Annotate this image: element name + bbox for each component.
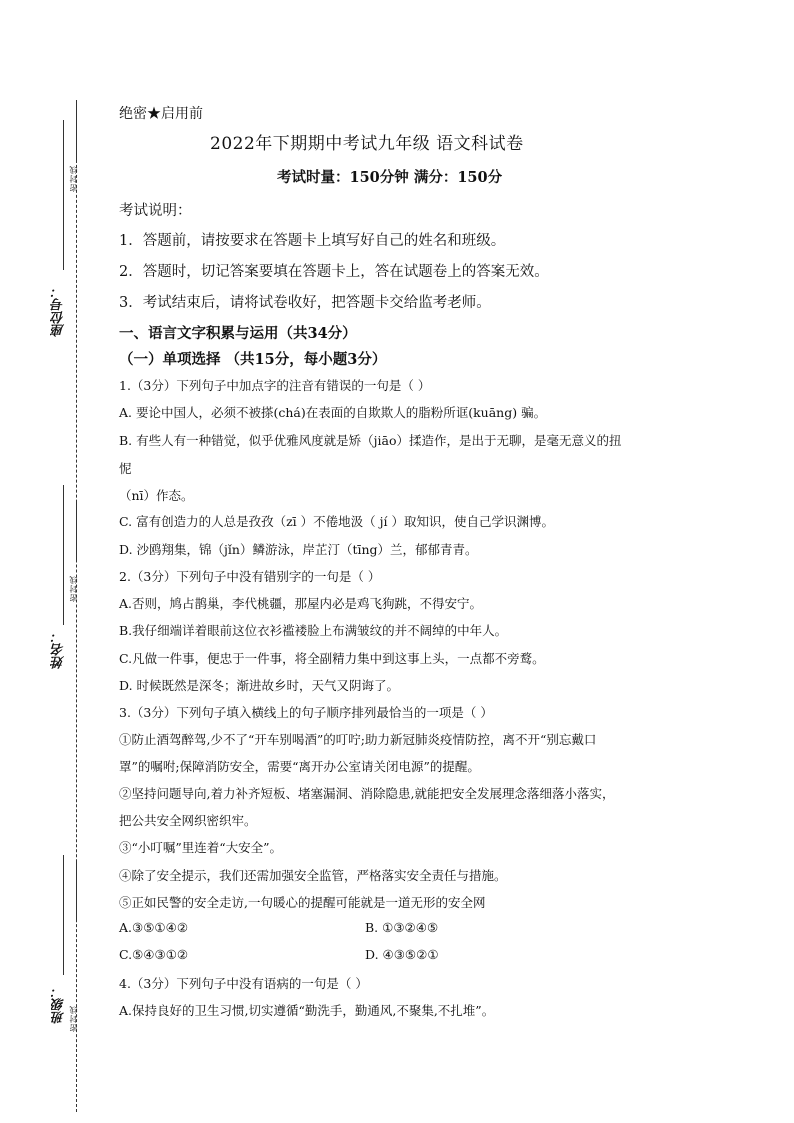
sentence-5: ⑤正如民警的安全走访,一句暖心的提醒可能就是一道无形的安全网 xyxy=(119,895,486,910)
option-d: D. ④③⑤②① xyxy=(365,947,439,962)
option-d: D. 沙鸥翔集，锦（jǐn）鳞游泳，岸芷汀（tīng）兰，郁郁青青。 xyxy=(119,542,478,557)
instruction-item: 3．考试结束后，请将试卷收好，把答题卡交给监考老师。 xyxy=(119,295,491,311)
option-d: D. 时候既然是深冬；渐进故乡时，天气又阴诲了。 xyxy=(119,678,400,693)
class-label: 班级： xyxy=(52,985,67,1024)
question-stem: 2.（3分）下列句子中没有错别字的一句是（ ） xyxy=(119,569,381,584)
secret-mark: 绝密★启用前 xyxy=(119,106,203,122)
sentence-2-continued: 把公共安全网织密织牢。 xyxy=(119,813,257,828)
binding-solid-segment xyxy=(76,100,77,160)
name-label: 姓名： xyxy=(52,630,67,669)
section-heading: 一、语言文字积累与运用（共34分） xyxy=(119,325,357,342)
option-b: B.我仔细端详着眼前这位衣衫褴褛脸上布满皱纹的并不阔绰的中年人。 xyxy=(119,623,508,638)
question-stem: 1.（3分）下列句子中加点字的注音有错误的一句是（ ） xyxy=(119,378,431,393)
seal-line-text: 密封线 xyxy=(69,575,78,602)
option-a: A. 要论中国人，必须不被搽(chá)在表面的自欺欺人的脂粉所诓(kuāng) 骗。 xyxy=(119,405,547,420)
sentence-1: ①防止酒驾醉驾,少不了“开车别喝酒”的叮咛;助力新冠肺炎疫情防控，离不开“别忘戴口 xyxy=(119,732,597,747)
option-c: C.凡做一件事，便忠于一件事，将全副精力集中到这事上头，一点都不旁鹜。 xyxy=(119,651,545,666)
question-stem: 4.（3分）下列句子中没有语病的一句是（ ） xyxy=(119,976,368,991)
instruction-item: 2．答题时，切记答案要填在答题卡上，答在试题卷上的答案无效。 xyxy=(119,264,549,280)
time-and-score: 考试时量：150分钟 满分：150分 xyxy=(277,169,503,186)
sentence-3: ③“小叮嘱”里连着“大安全”。 xyxy=(119,840,283,855)
option-b: B. ①③②④⑤ xyxy=(365,920,439,935)
seal-line-text: 密封线 xyxy=(69,1005,78,1032)
part-heading: （一）单项选择 （共15分，每小题3分） xyxy=(119,351,387,368)
class-blank[interactable] xyxy=(63,855,64,975)
sentence-4: ④除了安全提示，我们还需加强安全监管，严格落实安全责任与措施。 xyxy=(119,868,507,883)
option-c: C. 富有创造力的人总是孜孜（zī ）不倦地汲（ jí ）取知识，使自己学识渊博。 xyxy=(119,514,554,529)
option-c: C.⑤④③①② xyxy=(119,947,189,962)
sentence-1-continued: 罩”的嘱咐;保障消防安全，需要“离开办公室请关闭电源”的提醒。 xyxy=(119,759,480,774)
option-a: A.保持良好的卫生习惯,切实遵循“勤洗手，勤通风,不聚集,不扎堆”。 xyxy=(119,1003,495,1018)
seal-line-text: 密封线 xyxy=(69,165,78,192)
name-blank[interactable] xyxy=(63,485,64,625)
seat-number-label: 座位号： xyxy=(52,285,67,337)
binding-solid-segment xyxy=(76,500,77,560)
option-a: A.否则，鸠占鹊巢，李代桃疆，那屋内必是鸡飞狗跳，不得安宁。 xyxy=(119,596,483,611)
option-b: B. 有些人有一种错觉，似乎优雅风度就是矫（jiāo）揉造作，是出于无聊，是毫无意义的扭 xyxy=(119,433,622,448)
exam-title: 2022年下期期中考试九年级 语文科试卷 xyxy=(210,134,524,154)
seat-number-blank[interactable] xyxy=(63,120,64,270)
option-b-continued: 怩 xyxy=(119,461,132,476)
instructions-heading: 考试说明： xyxy=(119,203,192,219)
question-stem: 3.（3分）下列句子填入横线上的句子顺序排列最恰当的一项是（ ） xyxy=(119,705,493,720)
binding-solid-segment xyxy=(76,860,77,920)
option-b-continued: （nī）作态。 xyxy=(119,488,194,503)
sentence-2: ②坚持问题导向,着力补齐短板、堵塞漏洞、消除隐患,就能把安全发展理念落细落小落实， xyxy=(119,786,615,801)
binding-dashed-line xyxy=(76,100,77,1112)
option-a: A.③⑤①④② xyxy=(119,920,189,935)
instruction-item: 1．答题前，请按要求在答题卡上填写好自己的姓名和班级。 xyxy=(119,233,506,249)
